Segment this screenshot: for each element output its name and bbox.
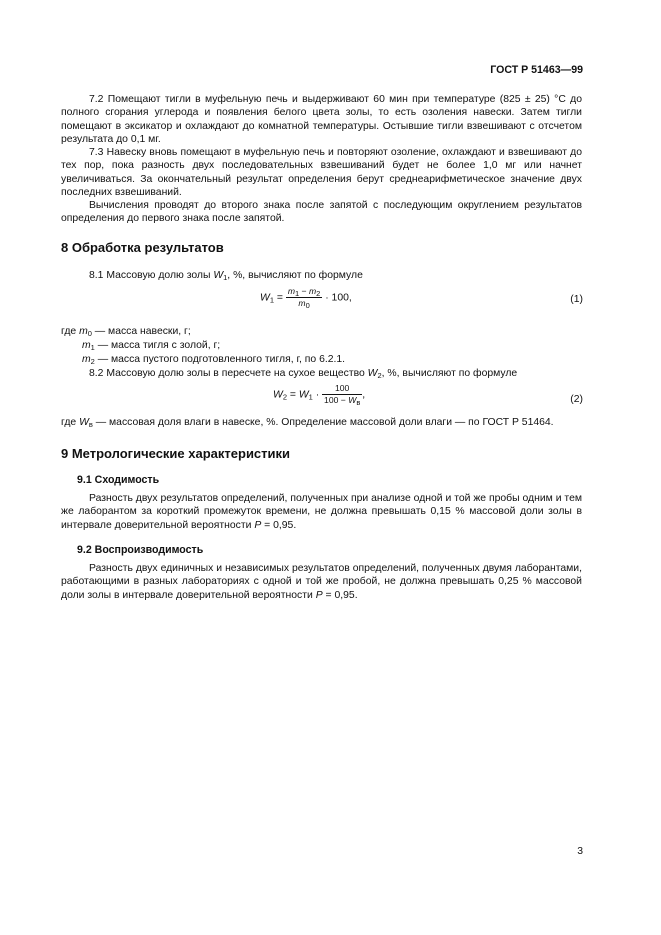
where-m2: $m_2$ — масса пустого подготовленного тигля, г, по 6.2.1.	[82, 354, 346, 366]
paragraph-9-2: Разность двух единичных и независимых результатов определений, полученных двумя лаборантами, работающими в разных лабораториях с одной и той же пробой, не должна превышать 0,25 % массовой доли золы в интервале доверительной вероятности P = 0,95.	[61, 563, 582, 601]
paragraph-calculations: Вычисления проводят до второго знака после запятой с последующим округлением результатов определения до первого знака после запятой.	[61, 200, 582, 225]
formula-1: $W_1$ = $\frac{m_1 - m_2}{m_0}$ · 100,	[260, 286, 352, 310]
section-8-heading: 8 Обработка результатов	[61, 240, 224, 255]
formula-2-fraction: $\frac{100}{100 - W_в}$	[324, 383, 361, 407]
document-code-header: ГОСТ Р 51463—99	[490, 64, 583, 76]
paragraph-7-2: 7.2 Помещают тигли в муфельную печь и выдерживают 60 мин при температуре (825 ± 25) °С до полного сгорания углерода и появления белого цвета золы, то есть озоления навески. Затем тигли помещают в эксикатор и охлаждают до комнатной температуры. Остывшие тигли взвешивают с отсчетом результата до 0,1 мг.	[61, 94, 582, 145]
subsection-9-2-heading: 9.2 Воспроизводимость	[77, 544, 204, 556]
where-m1: $m_1$ — масса тигля с золой, г;	[82, 340, 221, 352]
page-number: 3	[577, 846, 583, 857]
where-wv: где $W_в$ — массовая доля влаги в навеске, %. Определение массовой доли влаги — по ГОСТ Р 51464.	[61, 417, 554, 429]
formula-1-number: (1)	[570, 294, 583, 305]
formula-2: $W_2 = W_1$ · $\frac{100}{100 - W_в}$ ,	[273, 383, 366, 407]
paragraph-7-3: 7.3 Навеску вновь помещают в муфельную печь и повторяют озоление, охлаждают и взвешивают до тех пор, пока разность двух последовательных взвешиваний будет не более 1,0 мг или начнет увеличиваться. За окончательный результат определения берут среднеарифметическое значение двух последних взвешиваний.	[61, 147, 582, 198]
formula-1-fraction: $\frac{m_1 - m_2}{m_0}$	[287, 286, 321, 310]
subsection-9-1-heading: 9.1 Сходимость	[77, 474, 160, 486]
paragraph-8-1: 8.1 Массовую долю золы $W_1$, %, вычисляют по формуле	[89, 270, 363, 282]
formula-2-number: (2)	[570, 394, 583, 405]
where-m0: где $m_0$ — масса навески, г;	[61, 326, 191, 338]
paragraph-8-2: 8.2 Массовую долю золы в пересчете на сухое вещество $W_2$, %, вычисляют по формуле	[89, 368, 518, 380]
section-9-heading: 9 Метрологические характеристики	[61, 446, 291, 461]
paragraph-9-1: Разность двух результатов определений, полученных при анализе одной и той же пробы одним и тем же лаборантом за короткий промежуток времени, не должна превышать 0,15 % массовой доли золы в интервале доверительной вероятности P = 0,95.	[61, 493, 582, 531]
